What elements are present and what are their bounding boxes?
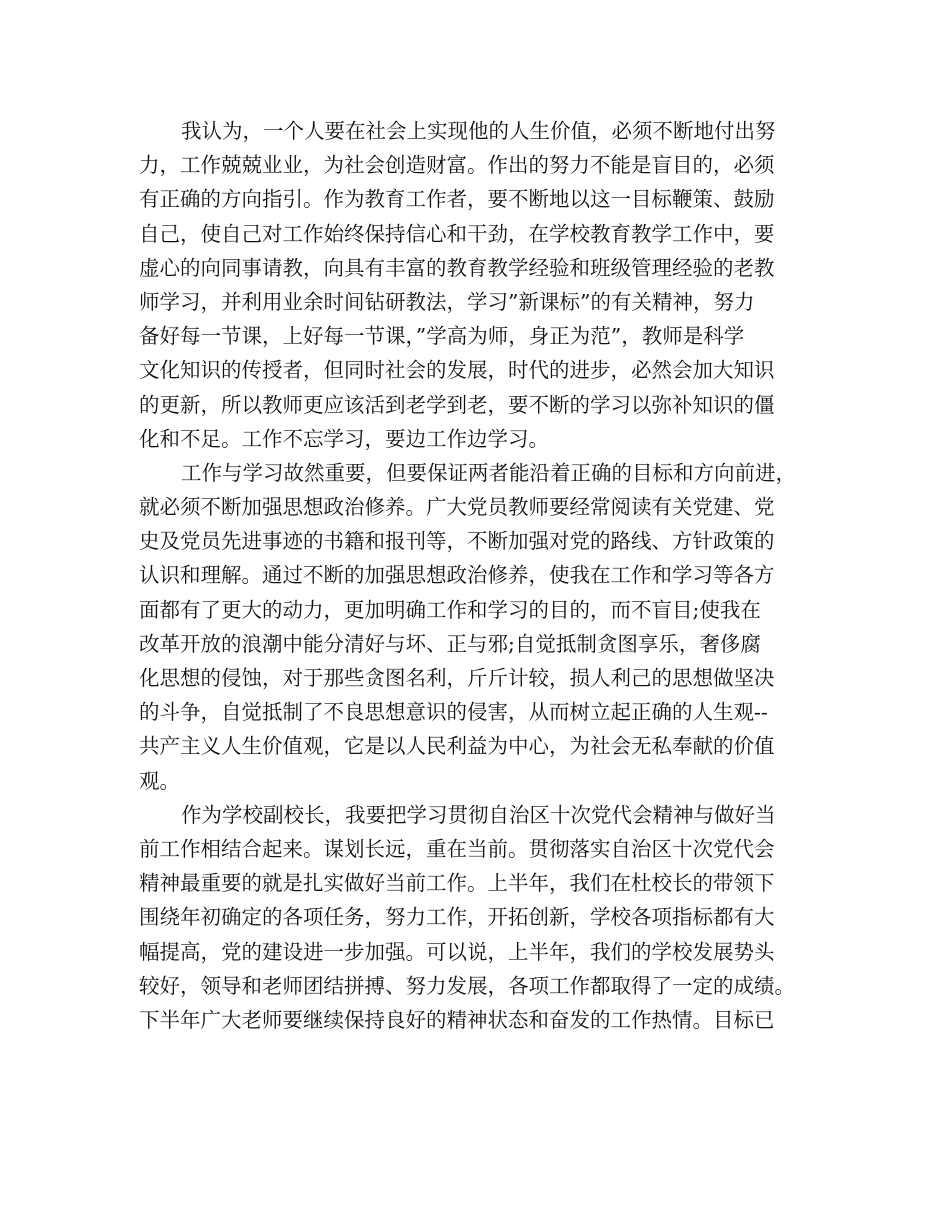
text-line: 师学习，并利用业余时间钻研教法，学习”新课标”的有关精神，努力: [139, 289, 755, 314]
text-line: 下半年广大老师要继续保持良好的精神状态和奋发的工作热情。目标已: [139, 1007, 775, 1032]
text-line: 工作与学习故然重要，但要保证两者能沿着正确的目标和方向前进，: [181, 460, 796, 485]
text-line: 观。: [139, 768, 180, 793]
text-line: 较好，领导和老师团结拼搏、努力发展，各项工作都取得了一定的成绩。: [139, 973, 795, 998]
text-line: 备好每一节课，上好每一节课，”学高为师，身正为范”，教师是科学: [139, 324, 745, 349]
text-line: 前工作相结合起来。谋划长远，重在当前。贯彻落实自治区十次党代会: [139, 836, 775, 861]
text-line: 认识和理解。通过不断的加强思想政治修养，使我在工作和学习等各方: [139, 563, 775, 588]
text-line: 幅提高，党的建设进一步加强。可以说，上半年，我们的学校发展势头: [139, 939, 775, 964]
body-text: [139, 114, 815, 1037]
text-line: 的更新，所以教师更应该活到老学到老，要不断的学习以弥补知识的僵: [139, 392, 775, 417]
text-line: 改革开放的浪潮中能分清好与坏、正与邪;自觉抵制贪图享乐，奢侈腐: [139, 631, 761, 656]
text-line: 我认为，一个人要在社会上实现他的人生价值，必须不断地付出努: [181, 119, 776, 143]
text-line: 力，工作兢兢业业，为社会创造财富。作出的努力不能是盲目的，必须: [139, 153, 775, 178]
text-line: 共产主义人生价值观，它是以人民利益为中心，为社会无私奉献的价值: [139, 734, 775, 759]
text-line: 史及党员先进事迹的书籍和报刊等，不断加强对党的路线、方针政策的: [139, 529, 775, 554]
text-line: 的斗争，自觉抵制了不良思想意识的侵害，从而树立起正确的人生观--: [139, 700, 768, 725]
text-line: 虚心的向同事请教，向具有丰富的教育教学经验和班级管理经验的老教: [139, 255, 775, 280]
text-line: 面都有了更大的动力，更加明确工作和学习的目的，而不盲目;使我在: [139, 597, 761, 622]
text-line: 精神最重要的就是扎实做好当前工作。上半年，我们在杜校长的带领下: [139, 871, 775, 896]
text-line: 化和不足。工作不忘学习，要边工作边学习。: [139, 426, 549, 451]
text-line: 化思想的侵蚀，对于那些贪图名利，斤斤计较，损人利己的思想做坚决: [139, 666, 775, 690]
text-line: 文化知识的传授者，但同时社会的发展，时代的进步，必然会加大知识: [139, 358, 775, 383]
text-line: 作为学校副校长，我要把学习贯彻自治区十次党代会精神与做好当: [181, 802, 776, 827]
text-line: 围绕年初确定的各项任务，努力工作，开拓创新，学校各项指标都有大: [139, 905, 775, 930]
text-line: 自己，使自己对工作始终保持信心和干劲，在学校教育教学工作中，要: [139, 221, 775, 246]
text-line: 有正确的方向指引。作为教育工作者，要不断地以这一目标鞭策、鼓励: [139, 187, 775, 212]
text-line: 就必须不断加强思想政治修养。广大党员教师要经常阅读有关党建、党: [139, 495, 775, 520]
